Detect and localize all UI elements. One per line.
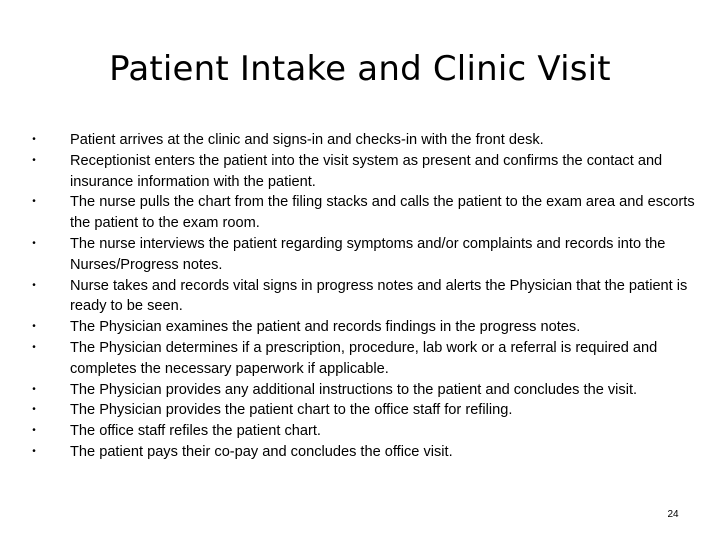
bullet-icon: • — [32, 445, 36, 457]
bullet-icon: • — [32, 237, 36, 249]
bullet-icon: • — [32, 383, 36, 395]
bullet-text: The office staff refiles the patient chart. — [70, 423, 321, 440]
bullet-text: Patient arrives at the clinic and signs-in and checks-in with the front desk. — [70, 132, 544, 148]
bullet-item — [0, 442, 700, 463]
bullet-item — [0, 151, 700, 193]
bullet-text: The Physician provides the patient chart to the office staff for refiling. — [70, 402, 513, 419]
bullet-icon: • — [32, 321, 36, 333]
bullet-icon: • — [32, 154, 36, 166]
bullet-item — [0, 276, 700, 318]
bullet-item — [0, 130, 700, 151]
bullet-icon: • — [32, 425, 36, 437]
bullet-text: The Physician determines if a prescription, procedure, lab work or a referral is required and completes the necessary paperwork if applicable. — [70, 339, 658, 377]
bullet-text: The Physician provides any additional instructions to the patient and concludes the visit. — [70, 381, 638, 398]
bullet-icon: • — [32, 341, 36, 353]
bullet-text: The patient pays their co-pay and concludes the office visit. — [70, 443, 453, 460]
bullet-item — [0, 380, 700, 401]
bullet-item — [0, 234, 700, 276]
bullet-text: Receptionist enters the patient into the visit system as present and confirms the contact and insurance information with the patient. — [70, 152, 663, 190]
bullet-item — [0, 400, 700, 421]
bullet-icon: • — [32, 279, 36, 291]
bullet-item — [0, 192, 700, 234]
bullet-icon: • — [32, 404, 36, 416]
bullet-icon: • — [32, 196, 36, 208]
slide-title: Patient Intake and Clinic Visit — [109, 49, 611, 89]
bullet-text: The nurse interviews the patient regarding symptoms and/or complaints and records into the Nurses/Progress notes. — [70, 235, 666, 273]
bullet-text: The Physician examines the patient and records findings in the progress notes. — [70, 319, 581, 336]
bullet-icon: • — [32, 134, 36, 145]
bullet-text: The nurse pulls the chart from the filing stacks and calls the patient to the exam area and escorts the patient to the exam room. — [70, 194, 695, 232]
bullet-item — [0, 338, 700, 380]
bullet-list — [0, 130, 700, 463]
bullet-text: Nurse takes and records vital signs in progress notes and alerts the Physician that the patient is ready to be seen. — [70, 277, 688, 315]
bullet-item — [0, 317, 700, 338]
bullet-item — [0, 421, 700, 442]
page-number: 24 — [667, 509, 679, 520]
